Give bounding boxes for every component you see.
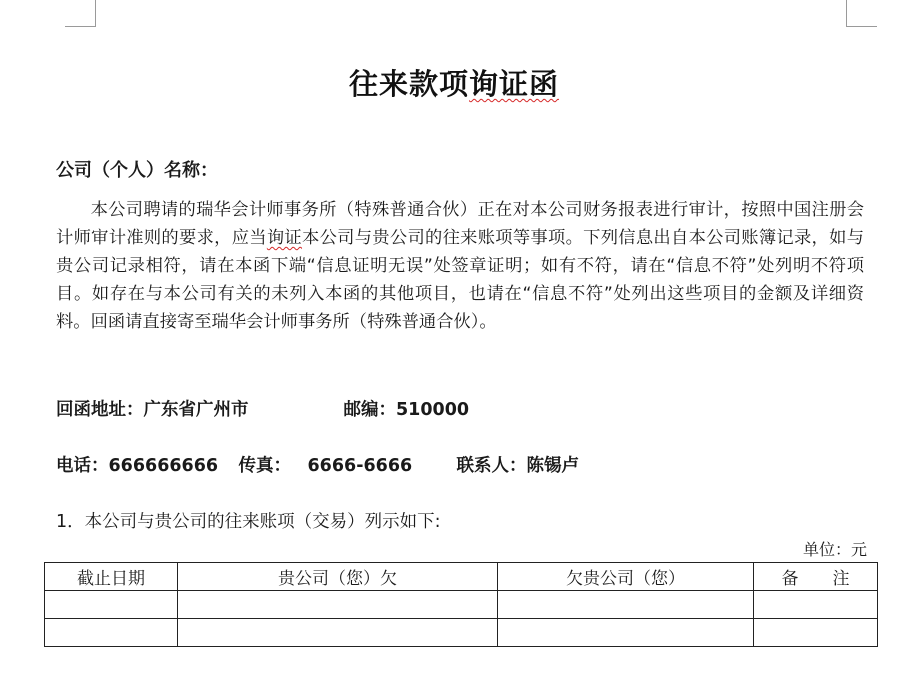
- table-cell[interactable]: [754, 591, 878, 619]
- paragraph-text-1: 本公司聘请的瑞华会计师事务所（特殊普通合伙）正在对本公司财务报表进行审计，按照中国注册会计师审计准则的要求，应当: [56, 200, 864, 248]
- table-cell[interactable]: [45, 591, 178, 619]
- reply-address-line: [56, 396, 469, 421]
- company-name-label: 公司（个人）名称：: [56, 160, 218, 181]
- fax-value: 6666-6666: [307, 456, 413, 476]
- fax-label: 传真：: [238, 456, 291, 476]
- spellcheck-underline: 询证函: [469, 67, 560, 101]
- contact-person-label: 联系人：: [456, 456, 527, 476]
- header-owed-by-you: 贵公司（您）欠: [178, 563, 498, 591]
- table-cell[interactable]: [45, 619, 178, 647]
- paragraph-spellcheck-word: 询证: [266, 228, 303, 248]
- table-cell[interactable]: [498, 619, 754, 647]
- address-label: 回函地址：: [56, 400, 144, 420]
- table-row: [45, 591, 878, 619]
- phone-value: 666666666: [108, 456, 219, 476]
- postcode-label: 邮编：: [343, 400, 396, 420]
- contact-person-value: 陈锡卢: [526, 456, 579, 476]
- confirmation-paragraph: [56, 196, 864, 336]
- contact-line: [56, 452, 579, 477]
- ledger-table: [44, 562, 878, 647]
- document-title: 往来款项询证函: [348, 67, 560, 101]
- header-cutoff-date: 截止日期: [45, 563, 178, 591]
- table-cell[interactable]: [178, 619, 498, 647]
- table-cell[interactable]: [178, 591, 498, 619]
- table-row: [45, 619, 878, 647]
- header-remarks: 备 注: [754, 563, 878, 591]
- table-header-row: [45, 563, 878, 591]
- phone-label: 电话：: [56, 456, 109, 476]
- unit-label: 单位：元: [802, 540, 867, 559]
- ledger-list-heading: 1．本公司与贵公司的往来账项（交易）列示如下:: [56, 512, 441, 532]
- header-owed-to-you: 欠贵公司（您）: [498, 563, 754, 591]
- table-cell[interactable]: [754, 619, 878, 647]
- table-cell[interactable]: [498, 591, 754, 619]
- page-corner-mark-left: [65, 0, 96, 27]
- postcode-value: 510000: [396, 400, 470, 420]
- page-corner-mark-right: [846, 0, 877, 27]
- address-value: 广东省广州市: [143, 400, 249, 420]
- paragraph-text-2: 本公司与贵公司的往来账项等事项。下列信息出自本公司账簿记录，如与贵公司记录相符，请在本函下端“信息证明无误”处签章证明；如有不符，请在“信息不符”处列明不符项目。如存在与本公司有关的未列入本函的其他项目，也请在“信息不符”处列出这些项目的金额及详细资料。回函请直接寄至瑞华会计师事务所（特殊普通合伙）。: [56, 228, 864, 332]
